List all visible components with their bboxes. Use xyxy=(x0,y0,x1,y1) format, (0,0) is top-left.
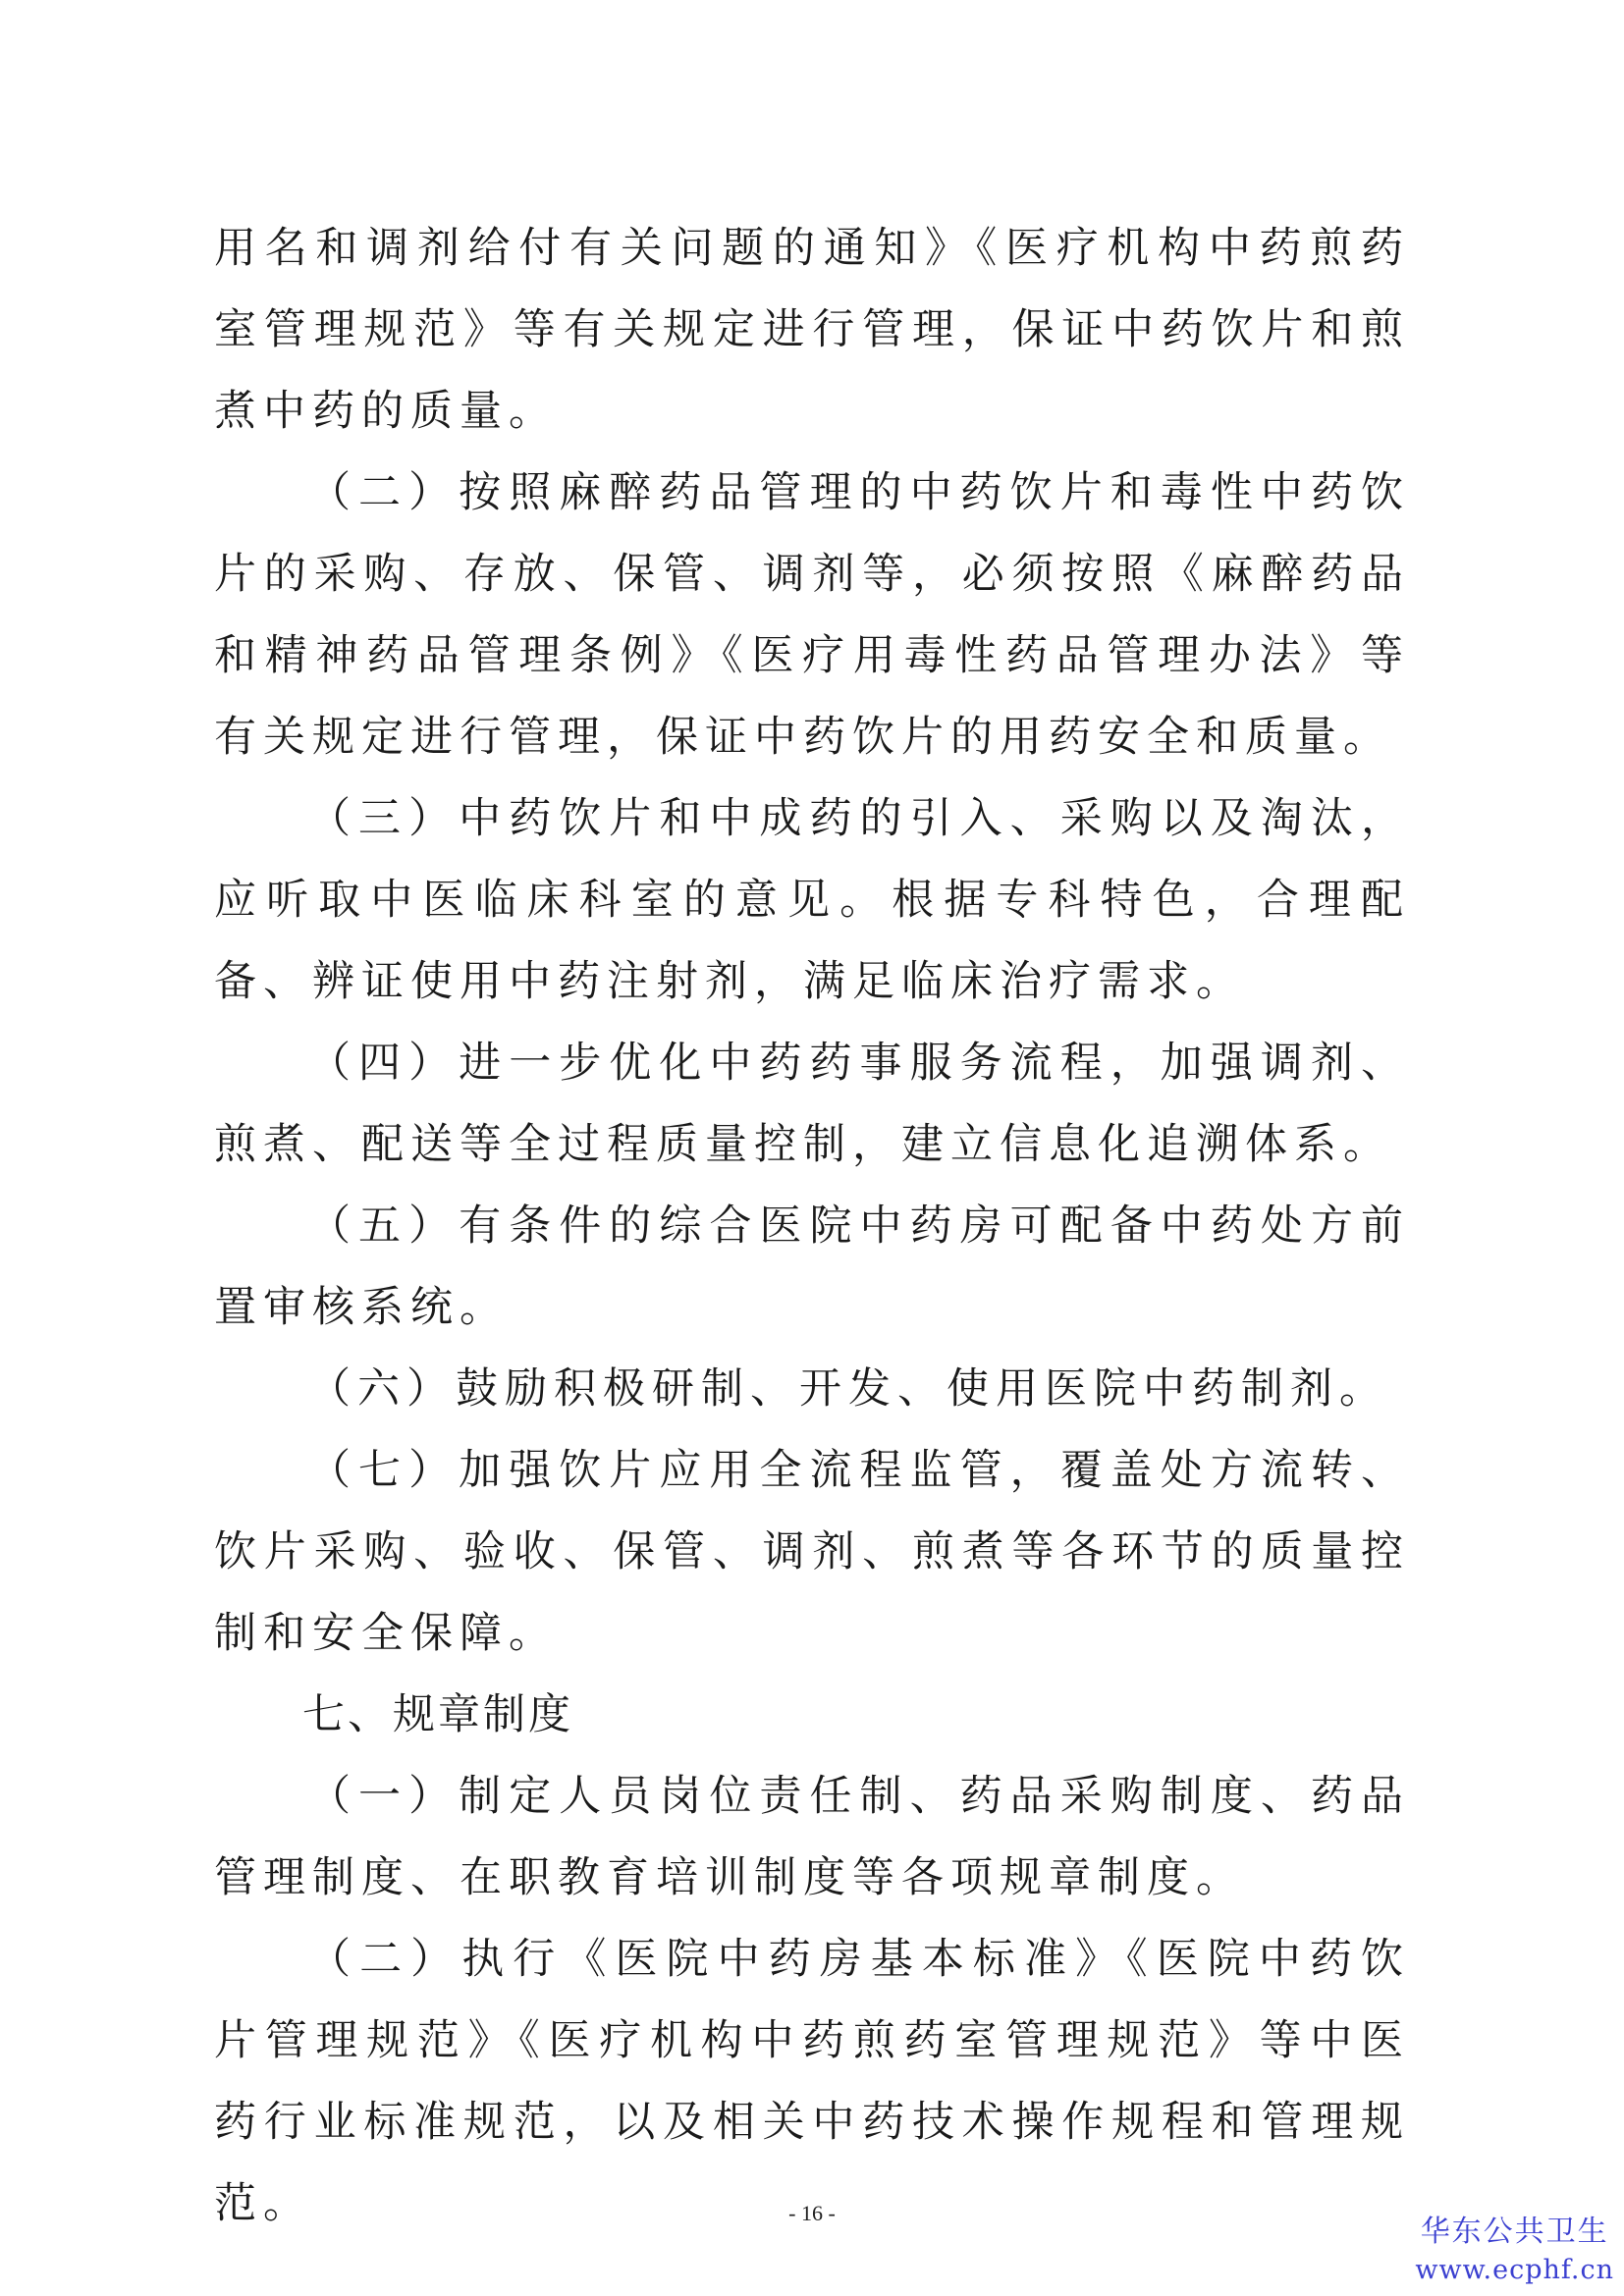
page-number: - 16 - xyxy=(788,2201,836,2225)
paragraph-item-5: （五）有条件的综合医院中药房可配备中药处方前置审核系统。 xyxy=(214,1201,1410,1332)
paragraph-continuation: 用名和调剂给付有关问题的通知》《医疗机构中药煎药室管理规范》等有关规定进行管理，保证中药饮片和煎煮中药的质量。 xyxy=(214,224,1410,436)
paragraph-item-7: （七）加强饮片应用全流程监管，覆盖处方流转、饮片采购、验收、保管、调剂、煎煮等各环节的质量控制和安全保障。 xyxy=(214,1446,1410,1658)
watermark-url: www.ecphf.cn xyxy=(1415,2255,1614,2285)
paragraph-item-2: （二）按照麻醉药品管理的中药饮片和毒性中药饮片的采购、存放、保管、调剂等，必须按照《麻醉药品和精神药品管理条例》《医疗用毒性药品管理办法》等有关规定进行管理，保证中药饮片的用药安全和质量。 xyxy=(214,468,1410,762)
watermark xyxy=(1415,2212,1614,2288)
paragraph-item-4: （四）进一步优化中药药事服务流程，加强调剂、煎煮、配送等全过程质量控制，建立信息化追溯体系。 xyxy=(214,1039,1410,1169)
watermark-name: 华东公共卫生 xyxy=(1420,2215,1609,2249)
section-heading: 七、规章制度 xyxy=(302,1690,573,1739)
paragraph-item-6: （六）鼓励积极研制、开发、使用医院中药制剂。 xyxy=(308,1364,1388,1414)
paragraph-rules-2: （二）执行《医院中药房基本标准》《医院中药饮片管理规范》《医疗机构中药煎药室管理规范》等中医药行业标准规范，以及相关中药技术操作规程和管理规范。 xyxy=(214,1935,1410,2228)
body-text xyxy=(214,208,1410,2245)
paragraph-rules-1: （一）制定人员岗位责任制、药品采购制度、药品管理制度、在职教育培训制度等各项规章制度。 xyxy=(214,1772,1410,1902)
paragraph-item-3: （三）中药饮片和中成药的引入、采购以及淘汰，应听取中医临床科室的意见。根据专科特色，合理配备、辨证使用中药注射剂，满足临床治疗需求。 xyxy=(214,794,1410,1006)
